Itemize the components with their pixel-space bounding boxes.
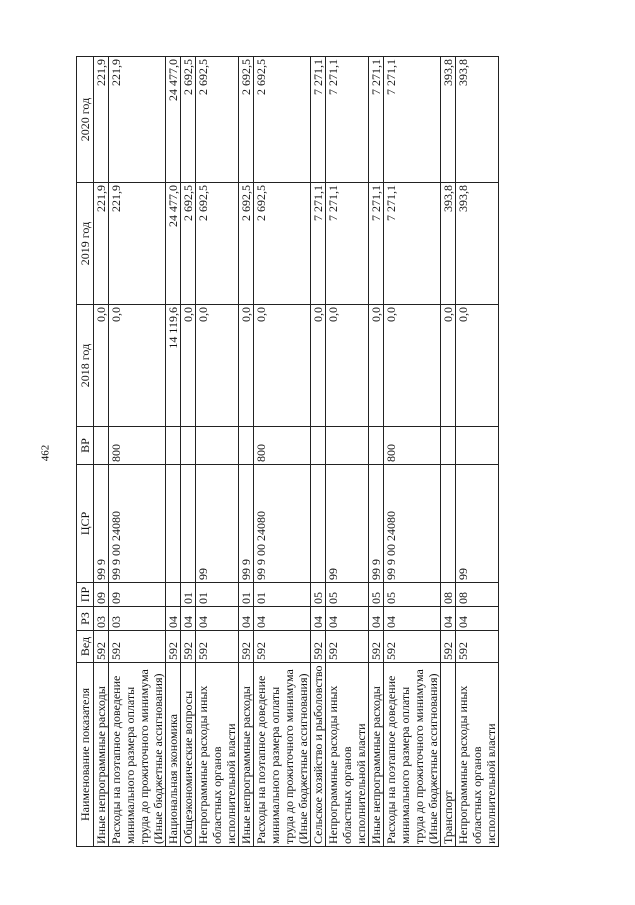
cell-2019: 2 692,5: [196, 183, 239, 305]
cell-rz: 04: [181, 607, 196, 631]
table-row: [109, 57, 166, 847]
cell-2019: 2 692,5: [181, 183, 196, 305]
cell-ved: 592: [384, 631, 441, 663]
cell-name: Транспорт: [441, 663, 456, 847]
table-row: [239, 57, 254, 847]
cell-csr: [181, 465, 196, 583]
cell-csr: 99: [456, 465, 499, 583]
cell-2020: 2 692,5: [254, 57, 311, 183]
cell-rz: 04: [311, 607, 326, 631]
cell-2018: 0,0: [441, 305, 456, 427]
cell-rz: 04: [384, 607, 441, 631]
cell-ved: 592: [369, 631, 384, 663]
cell-name: Иные непрограммные расходы: [239, 663, 254, 847]
cell-2018: 0,0: [254, 305, 311, 427]
cell-ved: 592: [311, 631, 326, 663]
header-2020: 2020 год: [77, 57, 94, 183]
cell-2019: 221,9: [109, 183, 166, 305]
cell-name: Общеэкономические вопросы: [181, 663, 196, 847]
cell-pr: 09: [109, 583, 166, 607]
cell-csr: 99 9: [369, 465, 384, 583]
cell-2020: 393,8: [441, 57, 456, 183]
cell-pr: 05: [326, 583, 369, 607]
cell-2020: 7 271,1: [384, 57, 441, 183]
cell-ved: 592: [239, 631, 254, 663]
cell-csr: 99 9 00 24080: [384, 465, 441, 583]
cell-2019: 24 477,0: [166, 183, 181, 305]
cell-2018: 14 119,6: [166, 305, 181, 427]
cell-2019: 7 271,1: [384, 183, 441, 305]
cell-2020: 7 271,1: [369, 57, 384, 183]
cell-csr: [166, 465, 181, 583]
cell-csr: 99: [326, 465, 369, 583]
cell-vr: 800: [109, 427, 166, 465]
cell-vr: [369, 427, 384, 465]
cell-2019: 393,8: [441, 183, 456, 305]
cell-2018: 0,0: [369, 305, 384, 427]
table-row: [254, 57, 311, 847]
page-number-text: 462: [39, 444, 52, 462]
cell-ved: 592: [94, 631, 109, 663]
cell-pr: [166, 583, 181, 607]
cell-2019: 2 692,5: [239, 183, 254, 305]
cell-2018: 0,0: [311, 305, 326, 427]
budget-table-container: [76, 57, 635, 844]
cell-name: Расходы на поэтапное доведение минимального размера оплаты труда до прожиточного минимума (Иные бюджетные ассигнования): [254, 663, 311, 847]
cell-name: Непрограммные расходы иных областных органов исполнительной власти: [456, 663, 499, 847]
cell-2018: 0,0: [181, 305, 196, 427]
table-row: [326, 57, 369, 847]
cell-csr: 99 9: [94, 465, 109, 583]
cell-rz: 04: [369, 607, 384, 631]
cell-vr: [326, 427, 369, 465]
header-vr: ВР: [77, 427, 94, 465]
table-body: [94, 57, 499, 847]
cell-name: Национальная экономика: [166, 663, 181, 847]
header-ved: Вед: [77, 631, 94, 663]
cell-2020: 7 271,1: [311, 57, 326, 183]
cell-rz: 04: [441, 607, 456, 631]
header-2018: 2018 год: [77, 305, 94, 427]
cell-ved: 592: [166, 631, 181, 663]
cell-pr: 01: [254, 583, 311, 607]
cell-2019: 7 271,1: [326, 183, 369, 305]
cell-pr: 01: [239, 583, 254, 607]
cell-rz: 03: [94, 607, 109, 631]
cell-vr: [166, 427, 181, 465]
cell-vr: [94, 427, 109, 465]
rotated-page-content: [76, 57, 556, 847]
cell-ved: 592: [441, 631, 456, 663]
cell-2020: 7 271,1: [326, 57, 369, 183]
table-row: [311, 57, 326, 847]
cell-rz: 04: [239, 607, 254, 631]
cell-rz: 04: [166, 607, 181, 631]
cell-name: Иные непрограммные расходы: [369, 663, 384, 847]
cell-rz: 04: [196, 607, 239, 631]
cell-csr: [441, 465, 456, 583]
table-row: [456, 57, 499, 847]
header-rz: РЗ: [77, 607, 94, 631]
cell-rz: 04: [456, 607, 499, 631]
cell-2020: 2 692,5: [181, 57, 196, 183]
budget-table: [76, 56, 499, 847]
cell-pr: 05: [369, 583, 384, 607]
cell-2018: 0,0: [456, 305, 499, 427]
cell-2020: 221,9: [109, 57, 166, 183]
table-header-row: [77, 57, 94, 847]
cell-2018: 0,0: [384, 305, 441, 427]
cell-csr: 99 9: [239, 465, 254, 583]
cell-csr: 99 9 00 24080: [109, 465, 166, 583]
cell-pr: 09: [94, 583, 109, 607]
cell-ved: 592: [181, 631, 196, 663]
cell-pr: 05: [311, 583, 326, 607]
cell-2018: 0,0: [326, 305, 369, 427]
cell-ved: 592: [109, 631, 166, 663]
cell-2020: 2 692,5: [239, 57, 254, 183]
cell-ved: 592: [326, 631, 369, 663]
cell-pr: 01: [196, 583, 239, 607]
cell-ved: 592: [196, 631, 239, 663]
cell-vr: 800: [254, 427, 311, 465]
cell-name: Расходы на поэтапное доведение минимального размера оплаты труда до прожиточного минимума (Иные бюджетные ассигнования): [384, 663, 441, 847]
table-row: [94, 57, 109, 847]
cell-vr: 800: [384, 427, 441, 465]
cell-vr: [311, 427, 326, 465]
cell-2020: 24 477,0: [166, 57, 181, 183]
cell-2018: 0,0: [94, 305, 109, 427]
cell-rz: 04: [326, 607, 369, 631]
cell-2018: 0,0: [196, 305, 239, 427]
header-csr: ЦСР: [77, 465, 94, 583]
cell-name: Непрограммные расходы иных областных органов исполнительной власти: [326, 663, 369, 847]
header-name: Наименование показателя: [77, 663, 94, 847]
table-row: [181, 57, 196, 847]
cell-vr: [456, 427, 499, 465]
cell-2019: 221,9: [94, 183, 109, 305]
table-row: [384, 57, 441, 847]
cell-pr: 01: [181, 583, 196, 607]
cell-2019: 393,8: [456, 183, 499, 305]
header-2019: 2019 год: [77, 183, 94, 305]
cell-2020: 393,8: [456, 57, 499, 183]
cell-vr: [239, 427, 254, 465]
cell-2018: 0,0: [239, 305, 254, 427]
table-row: [369, 57, 384, 847]
cell-pr: 08: [456, 583, 499, 607]
table-row: [166, 57, 181, 847]
cell-2018: 0,0: [109, 305, 166, 427]
cell-pr: 05: [384, 583, 441, 607]
cell-2020: 2 692,5: [196, 57, 239, 183]
cell-name: Расходы на поэтапное доведение минимального размера оплаты труда до прожиточного минимума (Иные бюджетные ассигнования): [109, 663, 166, 847]
cell-name: Сельское хозяйство и рыболовство: [311, 663, 326, 847]
cell-2019: 7 271,1: [311, 183, 326, 305]
cell-name: Непрограммные расходы иных областных органов исполнительной власти: [196, 663, 239, 847]
table-row: [196, 57, 239, 847]
cell-pr: 08: [441, 583, 456, 607]
header-pr: ПР: [77, 583, 94, 607]
cell-csr: [311, 465, 326, 583]
cell-ved: 592: [254, 631, 311, 663]
cell-vr: [196, 427, 239, 465]
cell-rz: 03: [109, 607, 166, 631]
cell-csr: 99 9 00 24080: [254, 465, 311, 583]
cell-ved: 592: [456, 631, 499, 663]
cell-vr: [441, 427, 456, 465]
table-row: [441, 57, 456, 847]
cell-2020: 221,9: [94, 57, 109, 183]
cell-name: Иные непрограммные расходы: [94, 663, 109, 847]
cell-2019: 2 692,5: [254, 183, 311, 305]
cell-2019: 7 271,1: [369, 183, 384, 305]
cell-csr: 99: [196, 465, 239, 583]
cell-vr: [181, 427, 196, 465]
cell-rz: 04: [254, 607, 311, 631]
